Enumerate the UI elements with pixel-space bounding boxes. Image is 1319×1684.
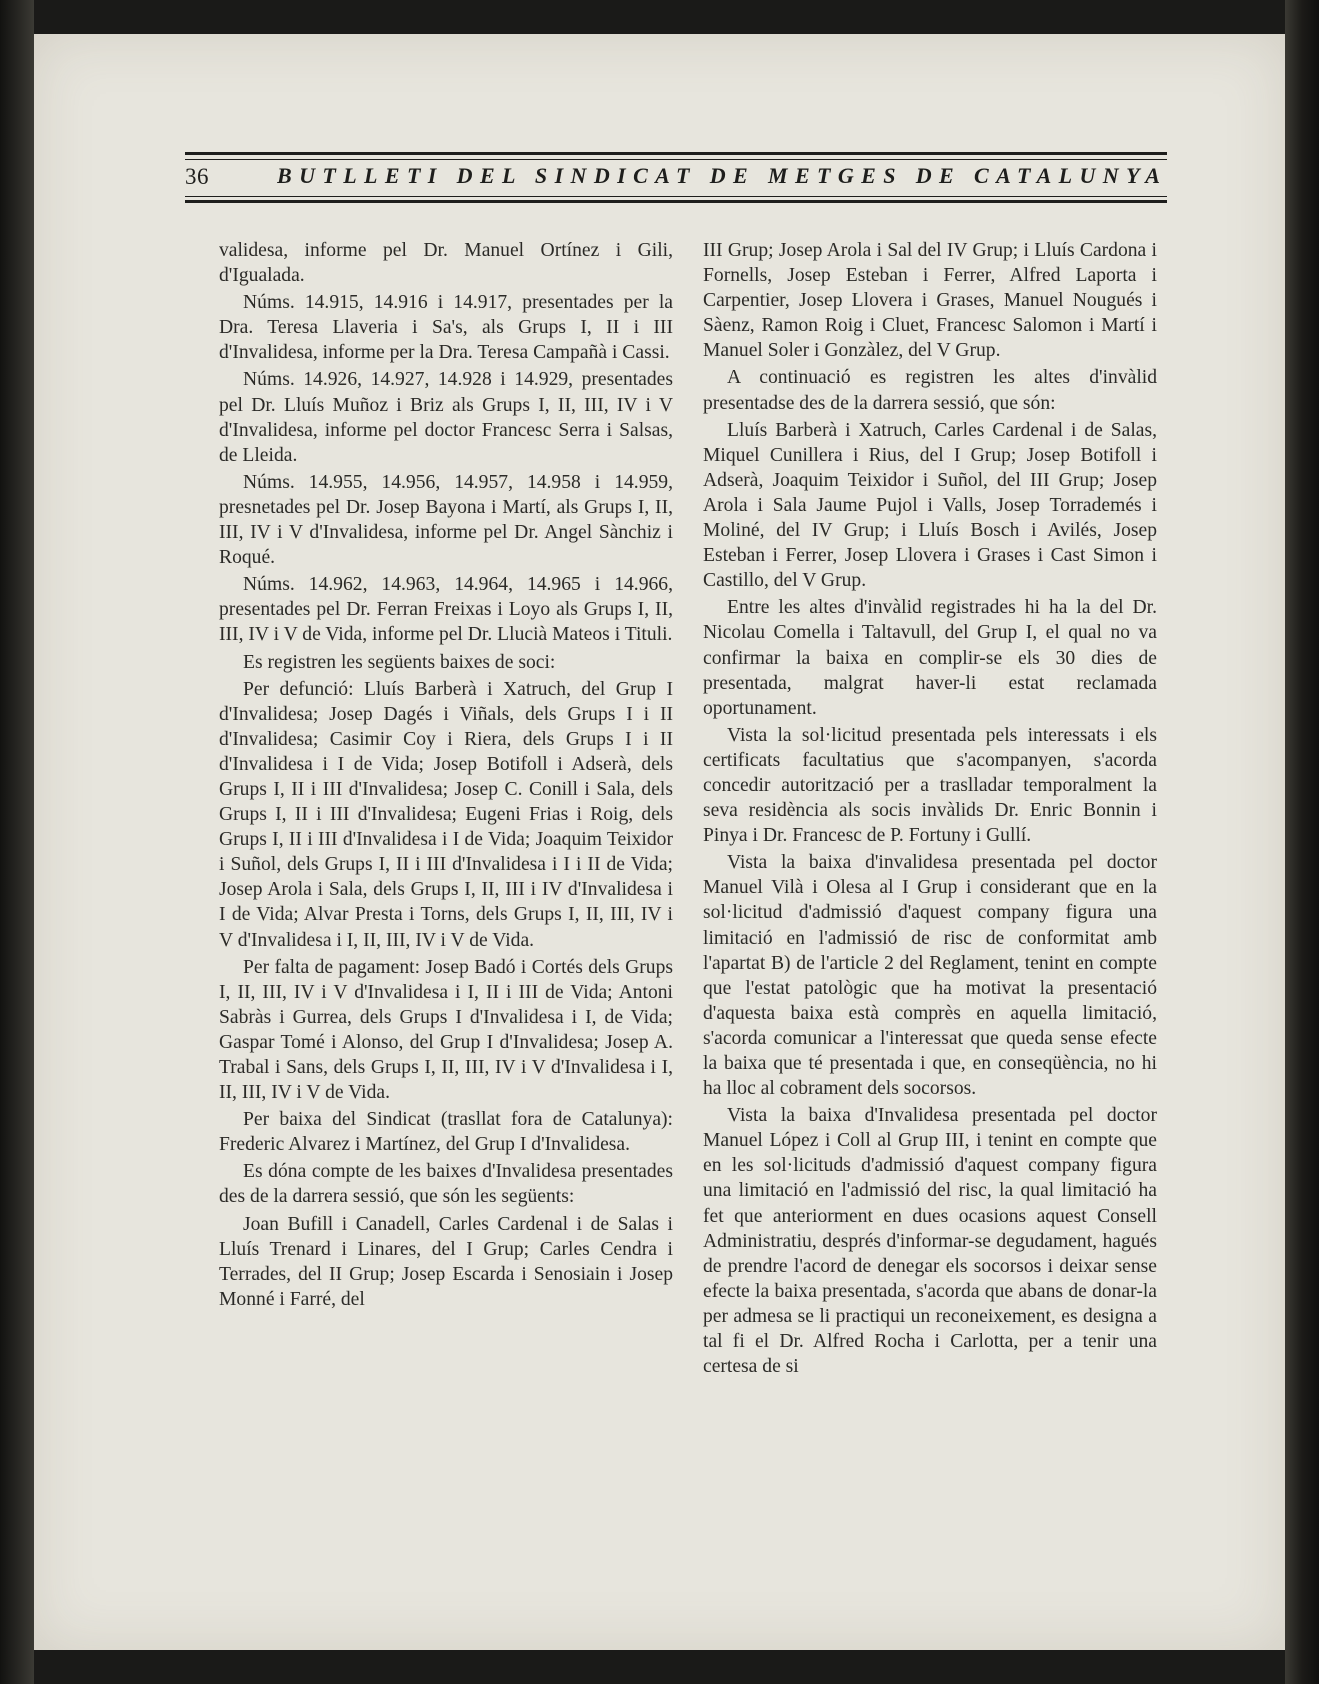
paragraph: Entre les altes d'invàlid registrades hi ha la del Dr. Nicolau Comella i Taltavull, del Grup I, el qual no va confirmar la baixa en complir-se els 30 dies de presentada, malgrat haver-li estat reclamada oportunament. (703, 597, 1157, 719)
scan-border-right (1285, 0, 1319, 1684)
paragraph: Per defunció: Lluís Barberà i Xatruch, del Grup I d'Invalidesa; Josep Dagés i Viñals, dels Grups I i II d'Invalidesa; Casimir Coy i Riera, dels Grups I i II d'Invalidesa i I de Vida; Josep Botifoll i Adserà, dels Grups I, II i III d'Invalidesa; Josep C. Conill i Sala, dels Grups I, II i III d'Invalidesa; Eugeni Frias i Roig, dels Grups I, II i III d'Invalidesa i I de Vida; Joaquim Teixidor i Suñol, dels Grups I, II i III d'Invalidesa i I i II de Vida; Josep Arola i Sala, dels Grups I, II, III i IV d'Invalidesa i I de Vida; Alvar Presta i Torns, dels Grups I, II, III, IV i V d'Invalidesa i I, II, III, IV i V de Vida. (219, 678, 673, 951)
paragraph: Vista la baixa d'invalidesa presentada pel doctor Manuel Vilà i Olesa al I Grup i considerant que en la sol·licitud d'admissió d'aquest company figura una limitació en l'admissió de risc de conformitat amb l'apartat B) de l'article 2 del Reglament, tenint en compte que l'estat patològic que ha motivat la presentació d'aquesta baixa està comprès en aquella limitació, s'acorda comunicar a l'interessat que queda sense efecte la baixa que té presentada i que, en conseqüència, no hi ha lloc al cobrament dels socorsos. (703, 852, 1157, 1100)
paragraph: A continuació es registren les altes d'invàlid presentadse des de la darrera sessió, que són: (703, 367, 1157, 414)
paragraph: III Grup; Josep Arola i Sal del IV Grup; i Lluís Cardona i Fornells, Josep Esteban i Ferrer, Alfred Laporta i Carpentier, Josep Llovera i Grases, Manuel Nougués i Sàenz, Ramon Roig i Cluet, Francesc Salomon i Martí i Manuel Soler i Gonzàlez, del V Grup. (703, 240, 1157, 362)
paragraph: Es dóna compte de les baixes d'Invalidesa presentades des de la darrera sessió, que són les següents: (219, 1161, 673, 1208)
header-rule-bottom-thin (185, 196, 1167, 197)
paragraph: Vista la baixa d'Invalidesa presentada pel doctor Manuel López i Coll al Grup III, i tenint en compte que en les sol·licituds d'admissió d'aquest company figura una limitació en l'admissió del risc, la qual limitació ha fet que anteriorment en dues ocasions aquest Consell Administratiu, després d'informar-se degudament, hagués de prendre l'acord de denegar els socorsos i deixar sense efecte la baixa presentada, s'acorda que abans de donar-la per admesa se li practiqui un reconeixement, es designa a tal fi el Dr. Alfred Rocha i Carlotta, per a tenir una certesa de si (703, 1105, 1157, 1378)
running-head: BUTLLETI DEL SINDICAT DE METGES DE CATALUNYA (277, 163, 1167, 188)
left-column (219, 238, 673, 1314)
header-rule-bottom (185, 200, 1167, 203)
right-column (703, 238, 1157, 1381)
paragraph: Per falta de pagament: Josep Badó i Cortés dels Grups I, II, III, IV i V d'Invalidesa i I, II i III de Vida; Antoni Sabràs i Gurrea, dels Grups I d'Invalidesa i I, de Vida; Gaspar Tomé i Alonso, del Grup I d'Invalidesa; Josep A. Trabal i Sans, dels Grups I, II, III, IV i V d'Invalidesa i I, II, III, IV i V de Vida. (219, 956, 673, 1104)
paragraph: Núms. 14.926, 14.927, 14.928 i 14.929, presentades pel Dr. Lluís Muñoz i Briz als Grups I, II, III, IV i V d'Invalidesa, informe pel doctor Francesc Serra i Salsas, de Lleida. (219, 369, 673, 466)
paragraph: Lluís Barberà i Xatruch, Carles Cardenal i de Salas, Miquel Cunillera i Rius, del I Grup; Josep Botifoll i Adserà, Joaquim Teixidor i Suñol, del III Grup; Josep Arola i Sala Jaume Pujol i Valls, Josep Torrademés i Moliné, del IV Grup; i Lluís Bosch i Avilés, Josep Esteban i Ferrer, Josep Llovera i Grases i Cast Simon i Castillo, del V Grup. (703, 419, 1157, 592)
header-rule-top (185, 152, 1167, 155)
paragraph: validesa, informe pel Dr. Manuel Ortínez i Gili, d'Igualada. (219, 240, 673, 287)
page-header (185, 116, 1167, 206)
paragraph: Núms. 14.915, 14.916 i 14.917, presentades per la Dra. Teresa Llaveria i Sa's, als Grups I, II i III d'Invalidesa, informe per la Dra. Teresa Campañà i Cassi. (219, 292, 673, 364)
paragraph: Núms. 14.962, 14.963, 14.964, 14.965 i 14.966, presentades pel Dr. Ferran Freixas i Loyo als Grups I, II, III, IV i V de Vida, informe pel Dr. Llucià Mateos i Tituli. (219, 574, 673, 646)
paragraph: Joan Bufill i Canadell, Carles Cardenal i de Salas i Lluís Trenard i Linares, del I Grup; Carles Cendra i Terrades, del II Grup; Josep Escarda i Senosiain i Josep Monné i Farré, del (219, 1213, 673, 1310)
paragraph: Per baixa del Sindicat (trasllat fora de Catalunya): Frederic Alvarez i Martínez, del Grup I d'Invalidesa. (219, 1109, 673, 1156)
paragraph: Núms. 14.955, 14.956, 14.957, 14.958 i 14.959, presnetades pel Dr. Josep Bayona i Martí, als Grups I, II, III, IV i V d'Invalidesa, informe pel Dr. Angel Sànchiz i Roqué. (219, 471, 673, 569)
page-number: 36 (185, 164, 209, 189)
header-rule-top-thin (185, 159, 1167, 160)
paragraph: Vista la sol·licitud presentada pels interessats i els certificats facultatius que s'acompanyen, s'acorda concedir autorització per a traslladar temporalment la seva residència als socis invàlids Dr. Enric Bonnin i Pinya i Dr. Francesc de P. Fortuny i Gullí. (703, 724, 1157, 847)
scan-border-left (0, 0, 34, 1684)
paragraph: Es registren les següents baixes de soci: (243, 651, 556, 673)
